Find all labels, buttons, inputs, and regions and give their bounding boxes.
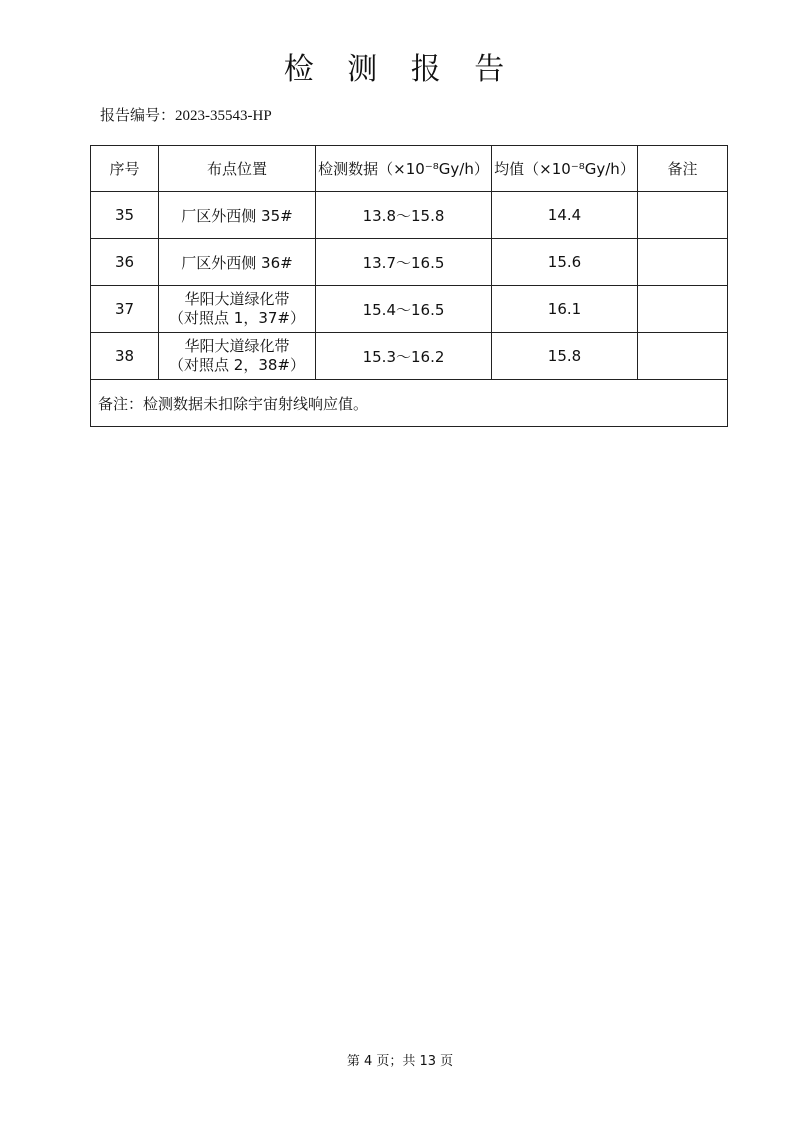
row-location-line2: （对照点 2，38#） [169,356,305,374]
row-mean: 15.8 [492,333,638,380]
table-row [91,239,728,286]
row-location [159,286,316,333]
row-mean: 14.4 [492,192,638,239]
row-remark [638,286,728,333]
row-data: 13.8～15.8 [316,192,492,239]
row-remark [638,333,728,380]
row-no: 37 [91,286,159,333]
page-footer: 第 4 页；共 13 页 [346,1054,454,1069]
row-data: 15.3～16.2 [316,333,492,380]
row-location: 厂区外西侧 36# [159,239,316,286]
report-number-label: 报告编号： [100,106,176,124]
row-data: 13.7～16.5 [316,239,492,286]
row-mean: 15.6 [492,239,638,286]
row-remark [638,192,728,239]
header-data: 检测数据（×10⁻⁸Gy/h） [316,146,492,192]
measurement-table [90,145,728,427]
row-mean: 16.1 [492,286,638,333]
report-number [100,104,272,125]
table-row [91,286,728,333]
row-no: 35 [91,192,159,239]
row-data: 15.4～16.5 [316,286,492,333]
header-location: 布点位置 [159,146,316,192]
table-note: 备注：检测数据未扣除宇宙射线响应值。 [91,380,728,427]
row-no: 38 [91,333,159,380]
header-remark: 备注 [638,146,728,192]
table-row [91,192,728,239]
document-title: 检 测 报 告 [283,52,517,87]
header-mean: 均值（×10⁻⁸Gy/h） [492,146,638,192]
row-location-line2: （对照点 1，37#） [169,309,305,327]
table-note-row [91,380,728,427]
row-location: 厂区外西侧 35# [159,192,316,239]
header-no: 序号 [91,146,159,192]
row-no: 36 [91,239,159,286]
row-remark [638,239,728,286]
report-number-value: 2023-35543-HP [175,108,272,124]
row-location-line1: 华阳大道绿化带 [184,290,290,308]
row-location [159,333,316,380]
row-location-line1: 华阳大道绿化带 [184,337,290,355]
table-header-row [91,146,728,192]
table-row [91,333,728,380]
